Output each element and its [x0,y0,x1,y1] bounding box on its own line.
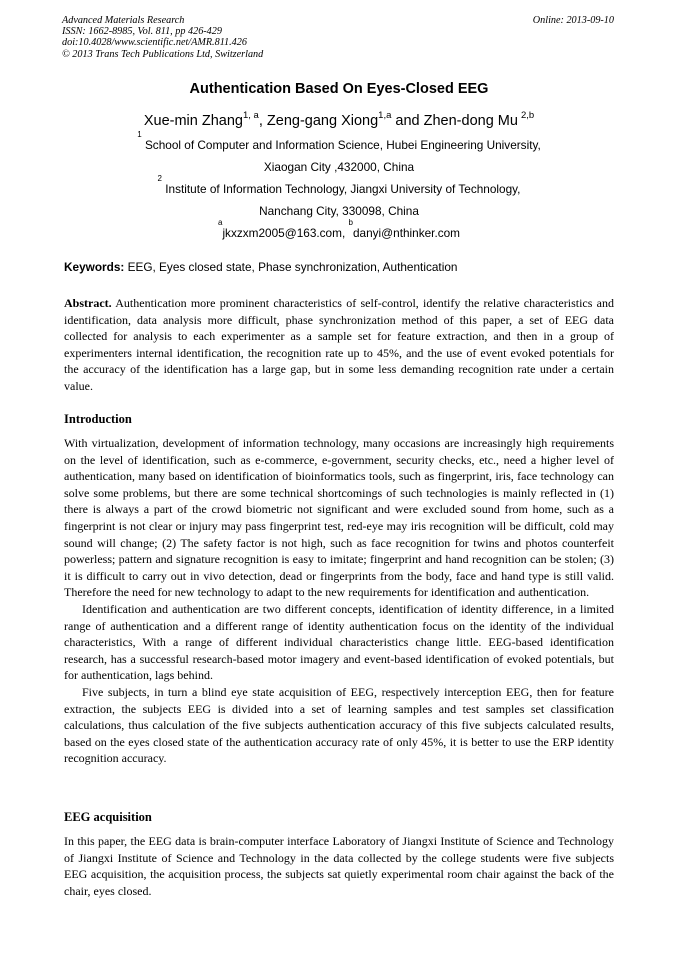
affiliation-superscript: 1 [137,130,142,139]
email-superscript: a [217,218,223,227]
affiliation-text: Institute of Information Technology, Jiangxi University of Technology, [165,182,521,196]
affiliation-line [0,174,678,200]
paper-title: Authentication Based On Eyes-Closed EEG [189,81,489,97]
journal-name: Advanced Materials Research [62,15,185,26]
paragraph: Identification and authentication are two different concepts, identification of identity difference, in a limited range of authentication and a different range of identity authentication focus on the identity of the individual characteristics, With a range of different individual characteristics change little. EEG-based identification research, has a successful research-based motor imagery and event-based identification of evoked potentials, but for authentication, lags behind. [64,601,614,683]
online-date: Online: 2013-09-10 [532,15,614,26]
section-heading-introduction: Introduction [64,412,132,426]
keywords-text: EEG, Eyes closed state, Phase synchronization, Authentication [124,260,458,274]
affiliation-text: School of Computer and Information Science, Hubei Engineering University, [144,138,541,152]
introduction-body [64,435,614,767]
eeg-acquisition-body [64,833,614,899]
abstract-label: Abstract. [64,296,112,310]
section-heading-eeg-acquisition: EEG acquisition [64,810,152,824]
keywords-label: Keywords: [64,260,125,274]
author-name: Zeng-gang Xiong [266,113,379,129]
paragraph: Five subjects, in turn a blind eye state acquisition of EEG, respectively interception EEG, then for feature extraction, the subjects EEG is divided into a set of learning samples and test samples set classification calculations, thus calculation of the five subjects authentication accuracy of this five subjects calculated results, based on the eyes closed state of the authentication accuracy rate of only 45%, it is better to use the ERP identity recognition accuracy. [64,684,614,766]
author-superscript: 1,a [378,110,392,121]
abstract-text: Authentication more prominent characteristics of self-control, identify the relative characteristics and identification, data analysis more difficult, phase synchronization method of this paper, a set of EEG data collected for analysis to each experimenter as a sample set for feature extraction, and then in a group of experimenters internal identification, the recognition rate up to 45%, and the use of event evoked potentials for the accuracy of the identification has a large gap, but in some less demanding recognition rate under a certain value. [64,296,614,393]
email-superscript: b [348,218,353,227]
author-superscript: 1, a [242,110,259,121]
paragraph: In this paper, the EEG data is brain-computer interface Laboratory of Jiangxi Institute of Science and Technology of Jiangxi Institute of Science and Technology in the data collected by the college students were five subjects EEG acquisition, the acquisition process, the subjects sat quietly experimental room chair against the back of the chair, eyes closed. [64,834,614,898]
journal-header [62,15,263,60]
abstract [64,295,614,395]
email-a: jkxzxm2005@163.com, [222,226,349,240]
affiliation-line [0,130,678,156]
email-b: danyi@nthinker.com [352,226,461,240]
email-line [0,218,678,244]
doi-line: doi:10.4028/www.scientific.net/AMR.811.426 [62,37,247,49]
affiliation-line: Xiaogan City ,432000, China [263,160,415,174]
paragraph: With virtualization, development of information technology, many occasions are increasingly high requirements on the level of identification, such as e-commerce, e-government, security checks, etc., need a higher level of authentication, many based on identification of bioinformatics tools, such as fingerprint, iris, face technology can solve some problems, but there are some technical shortcomings of such technologies is mainly reflected in (1) there is always a part of the crowd biometric not significant and were excluded sound from home, such as a fingerprint is not clear or injury may pass fingerprint test, red-eye may iris recognition will be difficult, cold may sound will change; (2) The safety factor is not high, such as face recognition for twins and photos counterfeit powerless; pattern and signature recognition is easy to imitate; fingerprint and hand recognition can be stolen; (3) it is difficult to carry out in vivo detection, dead or fingerprints from the body, face and hand type is still valid. Therefore the need for new technology to adapt to the new requirements for identification and authentication. [64,436,614,600]
author-separator: and [391,113,424,129]
issn-line: ISSN: 1662-8985, Vol. 811, pp 426-429 [62,26,222,38]
affiliation-line: Nanchang City, 330098, China [259,204,419,218]
author-name: Zhen-dong Mu [423,113,518,129]
author-list [0,110,678,129]
author-superscript: 2,b [520,110,535,121]
affiliation-2 [0,174,678,222]
copyright-line: © 2013 Trans Tech Publications Ltd, Switzerland [62,48,264,60]
author-separator: , [258,113,267,129]
keywords [64,260,457,274]
affiliation-superscript: 2 [157,174,162,183]
author-name: Xue-min Zhang [143,113,243,129]
affiliation-1 [0,130,678,178]
